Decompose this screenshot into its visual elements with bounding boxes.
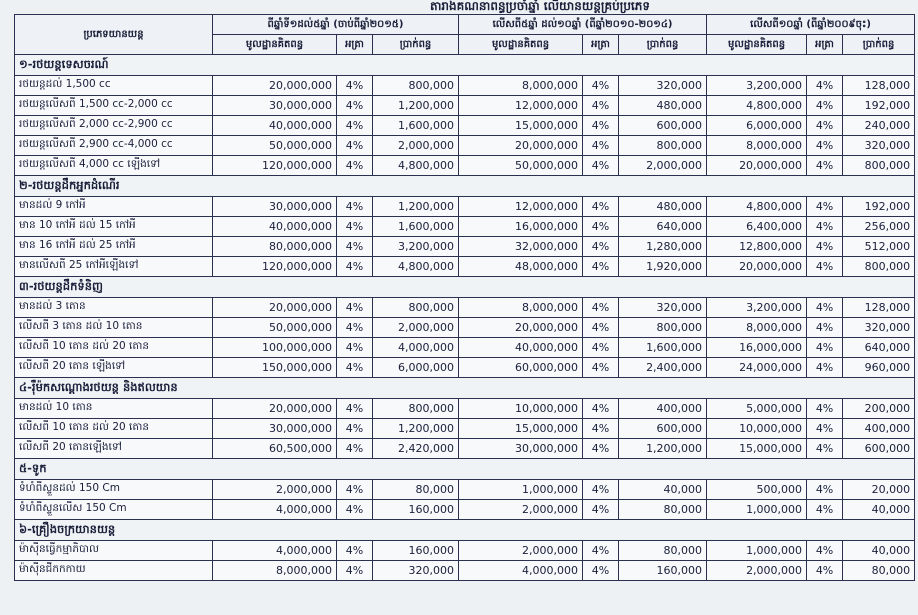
period-3-tax-cell: 128,000	[843, 76, 915, 96]
period-2-tax-cell: 400,000	[619, 399, 707, 419]
period-3-tax-cell: 20,000	[843, 480, 915, 500]
period-3-rate-cell: 4%	[807, 96, 843, 116]
table-row	[15, 136, 915, 156]
vehicle-type-cell: លើសពី 3 តោន ដល់ 10 តោន	[15, 318, 213, 338]
period-2-rate-cell: 4%	[583, 76, 619, 96]
table-row	[15, 217, 915, 237]
period-2-rate-cell: 4%	[583, 197, 619, 217]
vehicle-type-cell: រថយន្តដល់ 1,500 cc	[15, 76, 213, 96]
period-3-base-cell: 3,200,000	[707, 76, 807, 96]
period-3-tax-cell: 192,000	[843, 96, 915, 116]
table-row	[15, 541, 915, 561]
period-3-rate-cell: 4%	[807, 257, 843, 277]
period-2-base-cell: 8,000,000	[459, 76, 583, 96]
period-2-rate-header: អត្រា	[583, 35, 619, 55]
period-3-rate-cell: 4%	[807, 237, 843, 257]
table-row	[15, 237, 915, 257]
section-row	[15, 520, 915, 541]
period-3-base-cell: 3,200,000	[707, 298, 807, 318]
period-1-tax-cell: 4,800,000	[373, 156, 459, 176]
period-3-tax-header: ប្រាក់ពន្ធ	[843, 35, 915, 55]
period-1-tax-cell: 800,000	[373, 76, 459, 96]
period-3-base-cell: 500,000	[707, 480, 807, 500]
period-2-tax-cell: 80,000	[619, 541, 707, 561]
period-2-rate-cell: 4%	[583, 156, 619, 176]
period-3-rate-cell: 4%	[807, 298, 843, 318]
period-2-tax-header: ប្រាក់ពន្ធ	[619, 35, 707, 55]
period-3-rate-cell: 4%	[807, 541, 843, 561]
period-1-rate-cell: 4%	[337, 76, 373, 96]
period-2-rate-cell: 4%	[583, 257, 619, 277]
period-1-base-cell: 20,000,000	[213, 399, 337, 419]
period-2-rate-cell: 4%	[583, 116, 619, 136]
period-2-base-cell: 20,000,000	[459, 318, 583, 338]
period-1-rate-cell: 4%	[337, 237, 373, 257]
period-3-base-cell: 20,000,000	[707, 257, 807, 277]
period-3-base-cell: 20,000,000	[707, 156, 807, 176]
period-3-base-cell: 24,000,000	[707, 358, 807, 378]
vehicle-type-cell: មានដល់ 10 តោន	[15, 399, 213, 419]
table-body	[15, 55, 915, 581]
section-row	[15, 277, 915, 298]
period-1-tax-cell: 6,000,000	[373, 358, 459, 378]
period-1-tax-cell: 3,200,000	[373, 237, 459, 257]
period-3-tax-cell: 256,000	[843, 217, 915, 237]
period-1-rate-cell: 4%	[337, 399, 373, 419]
period-1-base-cell: 30,000,000	[213, 197, 337, 217]
period-2-base-cell: 10,000,000	[459, 399, 583, 419]
period-3-tax-cell: 640,000	[843, 338, 915, 358]
period-2-base-cell: 30,000,000	[459, 439, 583, 459]
period-1-base-cell: 120,000,000	[213, 156, 337, 176]
table-row	[15, 116, 915, 136]
period-3-tax-cell: 200,000	[843, 399, 915, 419]
period-3-base-cell: 12,800,000	[707, 237, 807, 257]
period-3-base-cell: 16,000,000	[707, 338, 807, 358]
vehicle-type-cell: លើសពី 20 តោន ឡើងទៅ	[15, 358, 213, 378]
vehicle-type-cell: លើសពី 10 តោន ដល់ 20 តោន	[15, 419, 213, 439]
period-2-tax-cell: 1,280,000	[619, 237, 707, 257]
vehicle-type-cell: លើសពី 20 តោនឡើងទៅ	[15, 439, 213, 459]
table-row	[15, 76, 915, 96]
period-3-rate-cell: 4%	[807, 136, 843, 156]
period-1-base-cell: 50,000,000	[213, 318, 337, 338]
period-3-base-cell: 5,000,000	[707, 399, 807, 419]
period-3-base-cell: 2,000,000	[707, 561, 807, 581]
period-1-rate-cell: 4%	[337, 480, 373, 500]
section-title: ៤-រ៉ឺម៉កសណ្តោងរថយន្ត និងឥលយាន	[15, 378, 915, 399]
period-2-tax-cell: 600,000	[619, 116, 707, 136]
period-3-tax-cell: 960,000	[843, 358, 915, 378]
period-3-rate-cell: 4%	[807, 76, 843, 96]
period-2-base-cell: 12,000,000	[459, 197, 583, 217]
period-2-rate-cell: 4%	[583, 217, 619, 237]
period-1-rate-cell: 4%	[337, 298, 373, 318]
period-1-rate-cell: 4%	[337, 197, 373, 217]
period-2-rate-cell: 4%	[583, 419, 619, 439]
table-row	[15, 500, 915, 520]
vehicle-type-cell: ម៉ាស៊ីនធ្វើកម្មាភិបាល	[15, 541, 213, 561]
vehicle-type-cell: ទំហំពីស្ទួនលើស 150 Cm	[15, 500, 213, 520]
section-row	[15, 55, 915, 76]
period-3-rate-cell: 4%	[807, 318, 843, 338]
period-1-tax-cell: 4,000,000	[373, 338, 459, 358]
table-row	[15, 439, 915, 459]
period-2-tax-cell: 480,000	[619, 197, 707, 217]
period-3-tax-cell: 320,000	[843, 318, 915, 338]
vehicle-type-cell: មានលើសពី 25 កៅអីឡើងទៅ	[15, 257, 213, 277]
table-row	[15, 318, 915, 338]
section-title: ៥-ទូក	[15, 459, 915, 480]
period-2-tax-cell: 800,000	[619, 136, 707, 156]
period-1-rate-cell: 4%	[337, 116, 373, 136]
period-1-rate-cell: 4%	[337, 156, 373, 176]
period-2-rate-cell: 4%	[583, 318, 619, 338]
vehicle-type-cell: រថយន្តលើសពី 2,000 cc-2,900 cc	[15, 116, 213, 136]
period-1-tax-cell: 2,000,000	[373, 318, 459, 338]
period-1-rate-cell: 4%	[337, 541, 373, 561]
table-row	[15, 197, 915, 217]
period-2-rate-cell: 4%	[583, 399, 619, 419]
table-row	[15, 480, 915, 500]
section-row	[15, 176, 915, 197]
period-1-tax-header: ប្រាក់ពន្ធ	[373, 35, 459, 55]
period-1-tax-cell: 2,420,000	[373, 439, 459, 459]
period-3-rate-cell: 4%	[807, 156, 843, 176]
section-row	[15, 459, 915, 480]
period-1-tax-cell: 320,000	[373, 561, 459, 581]
period-1-rate-cell: 4%	[337, 318, 373, 338]
period-3-base-cell: 8,000,000	[707, 136, 807, 156]
period-2-tax-cell: 2,000,000	[619, 156, 707, 176]
period-2-base-cell: 16,000,000	[459, 217, 583, 237]
period-1-base-cell: 30,000,000	[213, 96, 337, 116]
period-2-base-cell: 60,000,000	[459, 358, 583, 378]
vehicle-type-cell: រថយន្តលើសពី 4,000 cc ឡើងទៅ	[15, 156, 213, 176]
period-1-tax-cell: 160,000	[373, 500, 459, 520]
period-2-base-cell: 2,000,000	[459, 541, 583, 561]
period-1-base-cell: 8,000,000	[213, 561, 337, 581]
period-2-tax-cell: 40,000	[619, 480, 707, 500]
vehicle-type-cell: រថយន្តលើសពី 2,900 cc-4,000 cc	[15, 136, 213, 156]
period-1-base-cell: 4,000,000	[213, 500, 337, 520]
period-2-tax-cell: 320,000	[619, 298, 707, 318]
period-1-tax-cell: 160,000	[373, 541, 459, 561]
table-row	[15, 561, 915, 581]
period-2-rate-cell: 4%	[583, 298, 619, 318]
period-1-rate-cell: 4%	[337, 500, 373, 520]
period-3-base-cell: 6,000,000	[707, 116, 807, 136]
period-2-tax-cell: 480,000	[619, 96, 707, 116]
period-3-rate-cell: 4%	[807, 399, 843, 419]
period-2-rate-cell: 4%	[583, 500, 619, 520]
period-3-rate-cell: 4%	[807, 419, 843, 439]
period-1-tax-cell: 1,200,000	[373, 419, 459, 439]
period-1-tax-cell: 1,200,000	[373, 96, 459, 116]
period-2-rate-cell: 4%	[583, 561, 619, 581]
period-2-tax-cell: 1,920,000	[619, 257, 707, 277]
period-3-tax-cell: 400,000	[843, 419, 915, 439]
period-2-base-cell: 4,000,000	[459, 561, 583, 581]
section-title: ៦-គ្រឿងចក្រយានយន្ត	[15, 520, 915, 541]
vehicle-type-cell: រថយន្តលើសពី 1,500 cc-2,000 cc	[15, 96, 213, 116]
period-3-base-header: មូលដ្ឋានគិតពន្ធ	[707, 35, 807, 55]
period-2-tax-cell: 320,000	[619, 76, 707, 96]
period-3-tax-cell: 512,000	[843, 237, 915, 257]
period-2-tax-cell: 2,400,000	[619, 358, 707, 378]
table-row	[15, 96, 915, 116]
period-3-tax-cell: 240,000	[843, 116, 915, 136]
period-1-base-cell: 20,000,000	[213, 298, 337, 318]
period-2-header: លើសពី៥ឆ្នាំ ដល់១០ឆ្នាំ (ពីឆ្នាំ២០១០-២០១៤)	[459, 15, 707, 35]
period-2-rate-cell: 4%	[583, 237, 619, 257]
period-1-rate-cell: 4%	[337, 136, 373, 156]
period-1-base-cell: 50,000,000	[213, 136, 337, 156]
period-1-rate-cell: 4%	[337, 419, 373, 439]
period-1-tax-cell: 80,000	[373, 480, 459, 500]
period-1-base-cell: 150,000,000	[213, 358, 337, 378]
period-3-base-cell: 6,400,000	[707, 217, 807, 237]
period-1-base-cell: 20,000,000	[213, 76, 337, 96]
period-3-base-cell: 4,800,000	[707, 96, 807, 116]
period-3-tax-cell: 600,000	[843, 439, 915, 459]
table-row	[15, 338, 915, 358]
period-3-rate-cell: 4%	[807, 116, 843, 136]
table-row	[15, 358, 915, 378]
period-3-tax-cell: 40,000	[843, 541, 915, 561]
section-title: ៣-រថយន្តដឹកទំនិញ	[15, 277, 915, 298]
vehicle-type-cell: ម៉ាស៊ីនជីកកកាយ	[15, 561, 213, 581]
period-3-rate-header: អត្រា	[807, 35, 843, 55]
period-2-base-cell: 2,000,000	[459, 500, 583, 520]
period-2-base-cell: 1,000,000	[459, 480, 583, 500]
period-2-base-header: មូលដ្ឋានគិតពន្ធ	[459, 35, 583, 55]
period-1-base-cell: 4,000,000	[213, 541, 337, 561]
period-1-base-cell: 120,000,000	[213, 257, 337, 277]
period-1-rate-cell: 4%	[337, 338, 373, 358]
table-row	[15, 399, 915, 419]
period-1-rate-header: អត្រា	[337, 35, 373, 55]
vehicle-type-cell: មាន 16 កៅអី ដល់ 25 កៅអី	[15, 237, 213, 257]
period-3-header: លើសពី១០ឆ្នាំ (ពីឆ្នាំ២០០៩ចុះ)	[707, 15, 915, 35]
table-row	[15, 257, 915, 277]
period-3-tax-cell: 800,000	[843, 257, 915, 277]
period-1-base-cell: 100,000,000	[213, 338, 337, 358]
table-row	[15, 298, 915, 318]
period-3-rate-cell: 4%	[807, 217, 843, 237]
vehicle-type-cell: លើសពី 10 តោន ដល់ 20 តោន	[15, 338, 213, 358]
period-2-rate-cell: 4%	[583, 358, 619, 378]
period-1-rate-cell: 4%	[337, 217, 373, 237]
period-3-tax-cell: 128,000	[843, 298, 915, 318]
period-1-rate-cell: 4%	[337, 439, 373, 459]
table-row	[15, 419, 915, 439]
period-1-base-cell: 40,000,000	[213, 116, 337, 136]
period-1-base-cell: 2,000,000	[213, 480, 337, 500]
period-1-tax-cell: 800,000	[373, 298, 459, 318]
period-2-base-cell: 12,000,000	[459, 96, 583, 116]
period-2-base-cell: 32,000,000	[459, 237, 583, 257]
period-3-tax-cell: 192,000	[843, 197, 915, 217]
period-2-rate-cell: 4%	[583, 541, 619, 561]
period-1-tax-cell: 1,600,000	[373, 217, 459, 237]
period-1-tax-cell: 4,800,000	[373, 257, 459, 277]
period-2-base-cell: 48,000,000	[459, 257, 583, 277]
vehicle-type-cell: មាន 10 កៅអី ដល់ 15 កៅអី	[15, 217, 213, 237]
period-1-base-cell: 60,500,000	[213, 439, 337, 459]
period-3-base-cell: 4,800,000	[707, 197, 807, 217]
period-3-rate-cell: 4%	[807, 197, 843, 217]
period-2-base-cell: 50,000,000	[459, 156, 583, 176]
period-1-tax-cell: 1,200,000	[373, 197, 459, 217]
period-2-base-cell: 15,000,000	[459, 116, 583, 136]
period-2-base-cell: 15,000,000	[459, 419, 583, 439]
period-1-header: ពីឆ្នាំទី១ដល់៥ឆ្នាំ (ចាប់ពីឆ្នាំ២០១៥)	[213, 15, 459, 35]
period-2-rate-cell: 4%	[583, 338, 619, 358]
period-2-rate-cell: 4%	[583, 96, 619, 116]
section-title: ២-រថយន្តដឹកអ្នកដំណើរ	[15, 176, 915, 197]
period-3-tax-cell: 800,000	[843, 156, 915, 176]
period-3-base-cell: 1,000,000	[707, 541, 807, 561]
vehicle-type-header: ប្រភេទយានយន្ត	[15, 15, 213, 55]
period-2-rate-cell: 4%	[583, 136, 619, 156]
period-3-base-cell: 1,000,000	[707, 500, 807, 520]
period-3-base-cell: 10,000,000	[707, 419, 807, 439]
vehicle-type-cell: មានដល់ 9 កៅអី	[15, 197, 213, 217]
period-3-tax-cell: 320,000	[843, 136, 915, 156]
period-1-base-cell: 30,000,000	[213, 419, 337, 439]
period-2-tax-cell: 80,000	[619, 500, 707, 520]
document-title: តារាងគណនាពន្ធប្រចាំឆ្នាំ លើយានយន្តគ្រប់ប្រភេទ	[430, 0, 650, 13]
period-1-base-cell: 80,000,000	[213, 237, 337, 257]
period-3-rate-cell: 4%	[807, 439, 843, 459]
period-3-base-cell: 8,000,000	[707, 318, 807, 338]
period-2-tax-cell: 600,000	[619, 419, 707, 439]
period-3-rate-cell: 4%	[807, 500, 843, 520]
period-1-base-header: មូលដ្ឋានគិតពន្ធ	[213, 35, 337, 55]
vehicle-tax-table	[14, 14, 915, 581]
period-3-rate-cell: 4%	[807, 338, 843, 358]
section-title: ១-រថយន្តទេសចរណ៍	[15, 55, 915, 76]
period-1-tax-cell: 800,000	[373, 399, 459, 419]
period-1-base-cell: 40,000,000	[213, 217, 337, 237]
period-2-rate-cell: 4%	[583, 439, 619, 459]
period-2-rate-cell: 4%	[583, 480, 619, 500]
section-row	[15, 378, 915, 399]
period-2-tax-cell: 640,000	[619, 217, 707, 237]
period-2-tax-cell: 800,000	[619, 318, 707, 338]
period-3-tax-cell: 40,000	[843, 500, 915, 520]
period-1-rate-cell: 4%	[337, 561, 373, 581]
vehicle-type-cell: ទំហំពីស្ទួនដល់ 150 Cm	[15, 480, 213, 500]
period-3-rate-cell: 4%	[807, 358, 843, 378]
period-2-tax-cell: 1,600,000	[619, 338, 707, 358]
period-2-tax-cell: 160,000	[619, 561, 707, 581]
period-1-rate-cell: 4%	[337, 96, 373, 116]
period-2-tax-cell: 1,200,000	[619, 439, 707, 459]
period-2-base-cell: 8,000,000	[459, 298, 583, 318]
period-1-rate-cell: 4%	[337, 257, 373, 277]
period-3-rate-cell: 4%	[807, 561, 843, 581]
period-1-tax-cell: 1,600,000	[373, 116, 459, 136]
period-3-base-cell: 15,000,000	[707, 439, 807, 459]
period-3-tax-cell: 80,000	[843, 561, 915, 581]
period-2-base-cell: 40,000,000	[459, 338, 583, 358]
vehicle-type-cell: មានដល់ 3 តោន	[15, 298, 213, 318]
period-1-rate-cell: 4%	[337, 358, 373, 378]
period-3-rate-cell: 4%	[807, 480, 843, 500]
period-1-tax-cell: 2,000,000	[373, 136, 459, 156]
table-row	[15, 156, 915, 176]
period-2-base-cell: 20,000,000	[459, 136, 583, 156]
